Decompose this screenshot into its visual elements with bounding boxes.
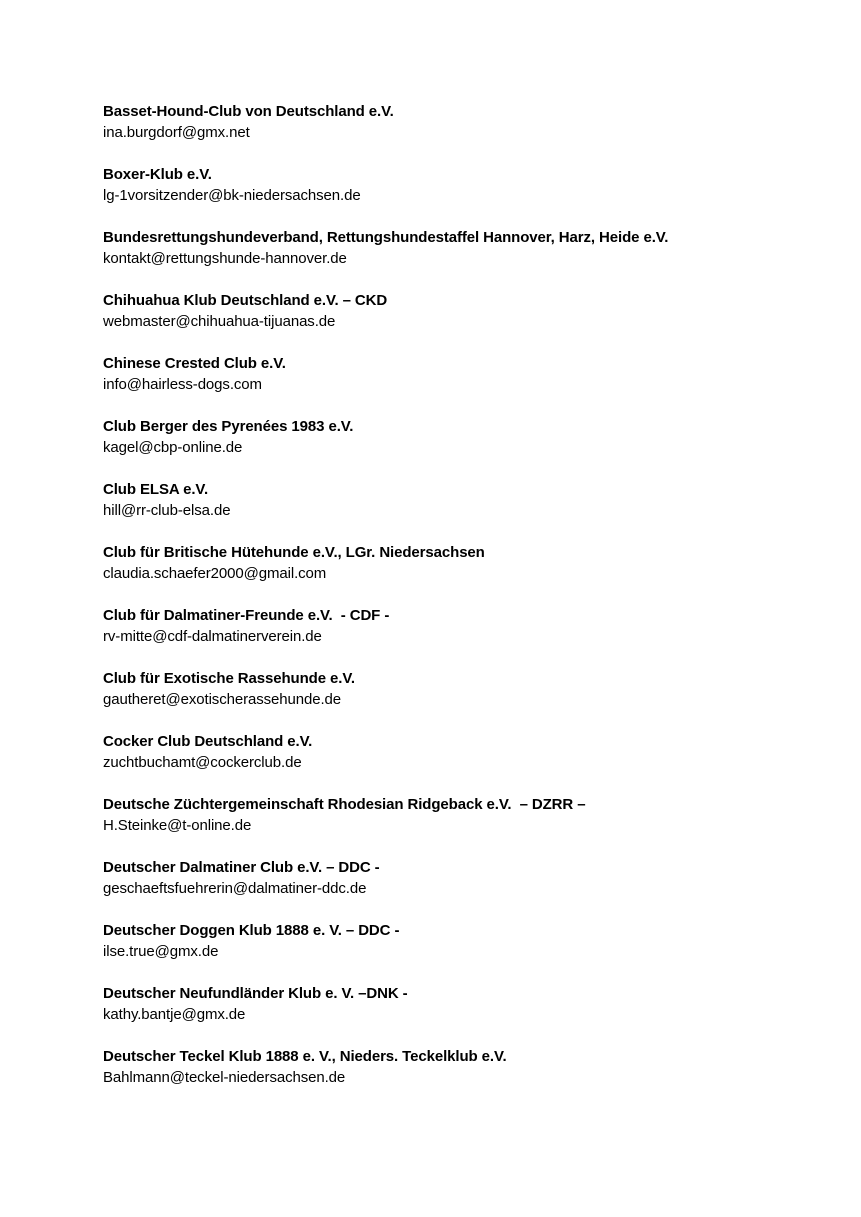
club-entry: [103, 542, 801, 584]
club-entry: [103, 731, 801, 773]
club-email: rv-mitte@cdf-dalmatinerverein.de: [103, 628, 322, 645]
club-name: Deutscher Neufundländer Klub e. V. –DNK -: [103, 985, 408, 1002]
club-entry: [103, 983, 801, 1025]
club-entry: [103, 920, 801, 962]
club-name: Chihuahua Klub Deutschland e.V. – CKD: [103, 292, 388, 309]
club-name: Club ELSA e.V.: [103, 481, 209, 498]
club-email: ilse.true@gmx.de: [103, 943, 219, 960]
club-entry: [103, 353, 801, 395]
club-email: kagel@cbp-online.de: [103, 439, 243, 456]
club-email: hill@rr-club-elsa.de: [103, 502, 231, 519]
club-entry: [103, 290, 801, 332]
club-email: zuchtbuchamt@cockerclub.de: [103, 754, 302, 771]
club-entry: [103, 479, 801, 521]
club-name: Bundesrettungshundeverband, Rettungshundestaffel Hannover, Harz, Heide e.V.: [103, 229, 669, 246]
club-entry: [103, 857, 801, 899]
club-email: webmaster@chihuahua-tijuanas.de: [103, 313, 336, 330]
club-entry: [103, 416, 801, 458]
club-email: Bahlmann@teckel-niedersachsen.de: [103, 1069, 346, 1086]
club-name: Deutscher Teckel Klub 1888 e. V., Nieders. Teckelklub e.V.: [103, 1048, 507, 1065]
club-entry: [103, 605, 801, 647]
club-email: H.Steinke@t-online.de: [103, 817, 252, 834]
club-email: kontakt@rettungshunde-hannover.de: [103, 250, 347, 267]
club-entry: [103, 794, 801, 836]
club-name: Cocker Club Deutschland e.V.: [103, 733, 313, 750]
club-name: Deutsche Züchtergemeinschaft Rhodesian Ridgeback e.V. – DZRR –: [103, 796, 586, 813]
club-name: Basset-Hound-Club von Deutschland e.V.: [103, 103, 394, 120]
club-name: Chinese Crested Club e.V.: [103, 355, 286, 372]
club-email: kathy.bantje@gmx.de: [103, 1006, 246, 1023]
club-name: Club für Britische Hütehunde e.V., LGr. Niedersachsen: [103, 544, 485, 561]
club-email: lg-1vorsitzender@bk-niedersachsen.de: [103, 187, 361, 204]
club-name: Club Berger des Pyrenées 1983 e.V.: [103, 418, 354, 435]
club-email: ina.burgdorf@gmx.net: [103, 124, 250, 141]
club-email: info@hairless-dogs.com: [103, 376, 262, 393]
club-name: Deutscher Doggen Klub 1888 e. V. – DDC -: [103, 922, 400, 939]
club-email: geschaeftsfuehrerin@dalmatiner-ddc.de: [103, 880, 367, 897]
club-entry: [103, 227, 801, 269]
club-name: Club für Dalmatiner-Freunde e.V. - CDF -: [103, 607, 390, 624]
club-list: [103, 101, 801, 1109]
club-name: Deutscher Dalmatiner Club e.V. – DDC -: [103, 859, 380, 876]
club-name: Club für Exotische Rassehunde e.V.: [103, 670, 355, 687]
club-entry: [103, 1046, 801, 1088]
club-name: Boxer-Klub e.V.: [103, 166, 212, 183]
club-entry: [103, 668, 801, 710]
club-email: claudia.schaefer2000@gmail.com: [103, 565, 327, 582]
club-email: gautheret@exotischerassehunde.de: [103, 691, 342, 708]
club-entry: [103, 164, 801, 206]
club-entry: [103, 101, 801, 143]
